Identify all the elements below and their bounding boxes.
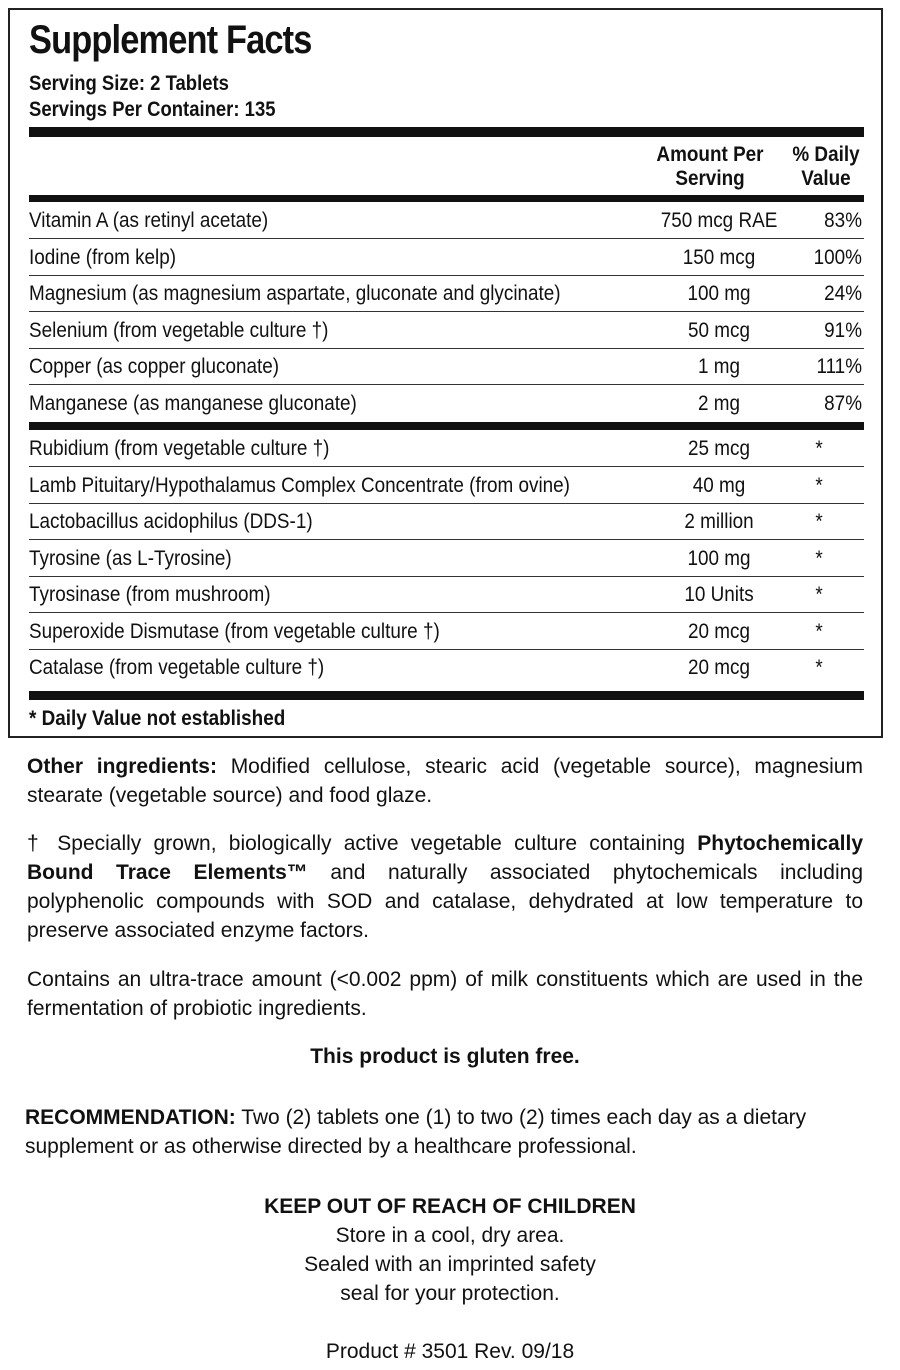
nutrient-row <box>29 650 864 686</box>
nutrient-row <box>29 203 864 239</box>
storage-line-1: Store in a cool, dry area. <box>335 1224 565 1247</box>
nutrient-row <box>29 541 864 577</box>
nutrient-daily-value: * <box>815 656 823 679</box>
nutrient-amount: 40 mg <box>692 473 746 497</box>
thick-divider-bottom <box>29 691 864 700</box>
nutrient-row <box>29 240 864 276</box>
nutrient-amount: 25 mcg <box>688 437 750 460</box>
amount-header-line1: Amount Per <box>656 143 764 166</box>
nutrient-name: Selenium (from vegetable culture †) <box>29 318 329 342</box>
nutrient-amount: 50 mcg <box>688 318 750 342</box>
nutrient-name: Manganese (as manganese gluconate) <box>29 391 357 415</box>
nutrient-name: Tyrosine (as L-Tyrosine) <box>29 546 232 570</box>
nutrient-daily-value: * <box>815 510 823 533</box>
recommendation-text: Two (2) tablets one (1) to two (2) times each day as a dietary supplement or as otherwise directed by a healthcare professional. <box>25 1106 807 1158</box>
nutrient-amount: 10 Units <box>684 583 754 606</box>
nutrient-row <box>29 468 864 504</box>
nutrient-amount: 2 mg <box>697 391 741 415</box>
nutrient-daily-value: 111% <box>816 355 862 378</box>
nutrient-row <box>29 431 864 467</box>
servings-per-container: Servings Per Container: 135 <box>29 98 276 121</box>
amount-header-line2: Serving <box>675 167 745 190</box>
amount-per-serving-header <box>647 143 773 191</box>
dagger-note-pre: † Specially grown, biologically active vegetable culture containing <box>27 832 698 855</box>
recommendation-label: RECOMMENDATION: <box>25 1106 236 1129</box>
supplement-facts-panel <box>8 8 883 738</box>
gluten-free-statement: This product is gluten free. <box>310 1045 580 1068</box>
nutrient-row <box>29 614 864 650</box>
dv-header-line1: % Daily <box>792 143 860 166</box>
milk-note: Contains an ultra-trace amount (<0.002 ppm) of milk constituents which are used in the fermentation of probiotic ingredients. <box>27 968 863 1020</box>
nutrient-row <box>29 276 864 312</box>
nutrient-name: Lactobacillus acidophilus (DDS-1) <box>29 510 313 533</box>
nutrient-name: Rubidium (from vegetable culture †) <box>29 437 330 460</box>
dv-header-line2: Value <box>801 167 851 190</box>
nutrient-name: Vitamin A (as retinyl acetate) <box>29 209 269 232</box>
nutrient-name: Copper (as copper gluconate) <box>29 355 280 378</box>
nutrient-name: Iodine (from kelp) <box>29 245 177 269</box>
nutrient-daily-value: * <box>815 473 823 497</box>
product-code: Product # 3501 Rev. 09/18 <box>325 1340 575 1363</box>
nutrient-amount: 100 mg <box>687 546 751 570</box>
thick-divider-top <box>29 127 864 137</box>
dagger-note-bold: Phytochemically Bound Trace Elements™ <box>27 832 863 884</box>
nutrient-name: Catalase (from vegetable culture †) <box>29 656 325 679</box>
nutrient-name: Superoxide Dismutase (from vegetable culture †) <box>29 619 440 643</box>
other-ingredients-label: Other ingredients: <box>27 755 217 778</box>
thick-divider-middle <box>29 422 864 430</box>
other-ingredients <box>27 752 863 810</box>
nutrient-daily-value: 83% <box>824 209 862 232</box>
nutrient-amount: 20 mcg <box>688 619 750 643</box>
recommendation <box>25 1103 875 1161</box>
nutrient-amount: 150 mcg <box>682 245 756 269</box>
nutrient-amount: 100 mg <box>687 282 751 305</box>
nutrient-amount: 20 mcg <box>688 656 750 679</box>
thick-divider-header <box>29 195 864 202</box>
other-ingredients-text: Modified cellulose, stearic acid (vegetable source), magnesium stearate (vegetable source) and food glaze. <box>27 755 863 807</box>
nutrient-daily-value: 87% <box>824 391 862 415</box>
nutrient-daily-value: * <box>815 437 823 460</box>
nutrient-row <box>29 386 864 422</box>
nutrient-row <box>29 577 864 613</box>
panel-title: Supplement Facts <box>29 18 312 62</box>
nutrient-daily-value: 100% <box>813 245 862 269</box>
nutrient-row <box>29 504 864 540</box>
nutrient-name: Tyrosinase (from mushroom) <box>29 583 271 606</box>
nutrient-name: Lamb Pituitary/Hypothalamus Complex Concentrate (from ovine) <box>29 473 570 497</box>
daily-value-footnote: * Daily Value not established <box>29 707 286 730</box>
dagger-note-post: and naturally associated phytochemicals including polyphenolic compounds with SOD and catalase, dehydrated at low temperature to preserve associated enzyme factors. <box>27 861 863 942</box>
nutrient-amount: 750 mcg RAE <box>660 209 778 232</box>
serving-size: Serving Size: 2 Tablets <box>29 72 229 95</box>
nutrient-daily-value: * <box>815 583 823 606</box>
nutrient-row <box>29 349 864 385</box>
nutrient-daily-value: * <box>815 619 823 643</box>
storage-line-2: Sealed with an imprinted safety <box>304 1253 596 1276</box>
nutrient-amount: 1 mg <box>697 355 741 378</box>
daily-value-header <box>787 143 864 191</box>
keep-out-warning: KEEP OUT OF REACH OF CHILDREN <box>264 1195 636 1218</box>
nutrient-daily-value: 91% <box>824 318 862 342</box>
nutrient-row <box>29 313 864 349</box>
nutrient-daily-value: * <box>815 546 823 570</box>
storage-line-3: seal for your protection. <box>340 1282 560 1305</box>
dagger-note <box>27 829 863 945</box>
nutrient-daily-value: 24% <box>824 282 862 305</box>
nutrient-name: Magnesium (as magnesium aspartate, gluconate and glycinate) <box>29 282 561 305</box>
nutrient-amount: 2 million <box>684 510 754 533</box>
